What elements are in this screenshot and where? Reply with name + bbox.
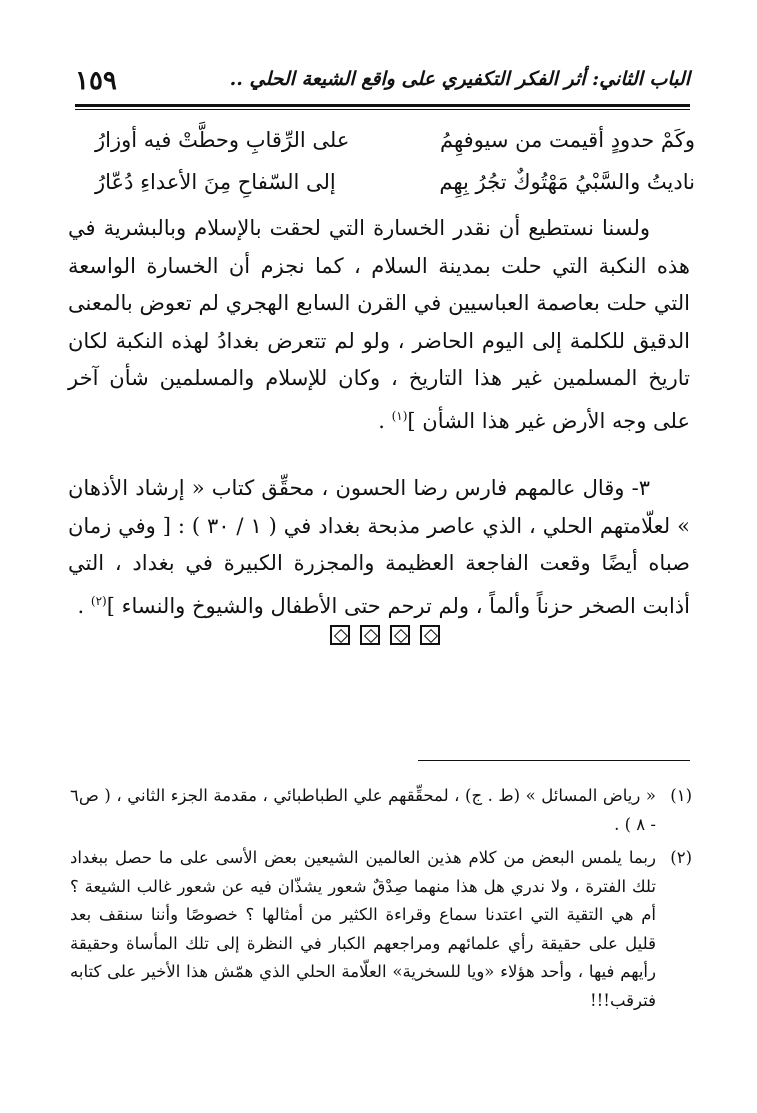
footnotes [70,782,692,1015]
ornament-icon [330,625,350,645]
header-title: الباب الثاني: أثر الفكر التكفيري على واقع الشيعة الحلي .. [229,68,690,90]
page-number: ١٥٩ [75,66,117,96]
footnote-text: « رياض المسائل » (ط . ج) ، لمحقِّقهم علي الطباطبائي ، مقدمة الجزء الثاني ، ( ص٦ - ٨ ) . [70,786,656,834]
poem-hemistich-second: على الرِّقابِ وحطَّتْ فيه أوزارُ [95,128,350,152]
ornament-icon [420,625,440,645]
paragraph-text: ولسنا نستطيع أن نقدر الخسارة التي لحقت بالإسلام وبالبشرية في هذه النكبة التي حلت بمدينة السلام ، كما نجزم أن الخسارة الواسعة التي حلت بعاصمة العباسيين في القرن السابع الهجري لم تعوض بالمعنى الدقيق للكلمة إلى اليوم الحاضر ، ولو لم تتعرض بغدادُ لهذه النكبة لكان تاريخ المسلمين غير هذا التاريخ ، وكان للإسلام والمسلمين شأن آخر على وجه الأرض غير هذا الشأن ] [68,216,690,433]
footnote-separator [418,760,690,761]
section-divider-ornaments [330,625,440,651]
header-rule [75,104,690,107]
poem-hemistich-first: وكَمْ حدودٍ أقيمت من سيوفهِمُ [440,128,695,152]
ornament-icon [390,625,410,645]
poem-hemistich-second: إلى السّفاحِ مِنَ الأعداءِ دُعّارُ [95,170,336,194]
body-paragraph [68,210,690,440]
footnote-number: (١) [670,786,692,805]
running-header [75,62,690,102]
ornament-icon [360,625,380,645]
footnote-number: (٢) [670,848,692,867]
poem-verse [95,170,695,206]
poem-verse [95,128,695,164]
body-paragraph [68,470,690,625]
paragraph-text: ٣- وقال عالمهم فارس رضا الحسون ، محقِّق كتاب « إرشاد الأذهان » لعلّامتهم الحلي ، الذي عاصر مذبحة بغداد في ( ١ / ٣٠ ) : [ وفي زمان صباه أيضًا وقعت الفاجعة العظيمة والمجزرة الكبيرة في بغداد ، التي أذابت الصخر حزناً وألماً ، ولم ترحم حتى الأطفال والشيوخ والنساء ] [68,476,690,618]
poem-hemistich-first: ناديتُ والسَّبْيُ مَهْتُوكٌ تجُرُ بِهِم [439,170,695,194]
footnote-ref[interactable]: (٢) [90,593,107,608]
header-rule-thin [75,109,690,110]
paragraph-end: . [378,408,392,433]
paragraph-end: . [77,593,91,618]
footnote [70,782,692,839]
footnote [70,844,692,1015]
footnote-text: ربما يلمس البعض من كلام هذين العالمين الشيعين بعض الأسى على ما حصل ببغداد تلك الفترة ، ولا ندري هل هذا منهما صِدْقٌ شعور يشذّان فيه عن شعور غالب الشيعة ؟ أم هي التقية التي اعتدنا سماع وقراءة الكثير من أمثالها ؟ خصوصًا وأننا سنقف بعد قليل على حقيقة رأي علمائهم ومراجعهم الكبار في النظرة إلى تلك المأساة وحقيقة رأيهم فيها ، وأحد هؤلاء «ويا للسخرية» العلّامة الحلي الذي همّش هذا الأخير على كتابه فترقب!!! [70,848,656,1010]
footnote-ref[interactable]: (١) [391,408,408,423]
